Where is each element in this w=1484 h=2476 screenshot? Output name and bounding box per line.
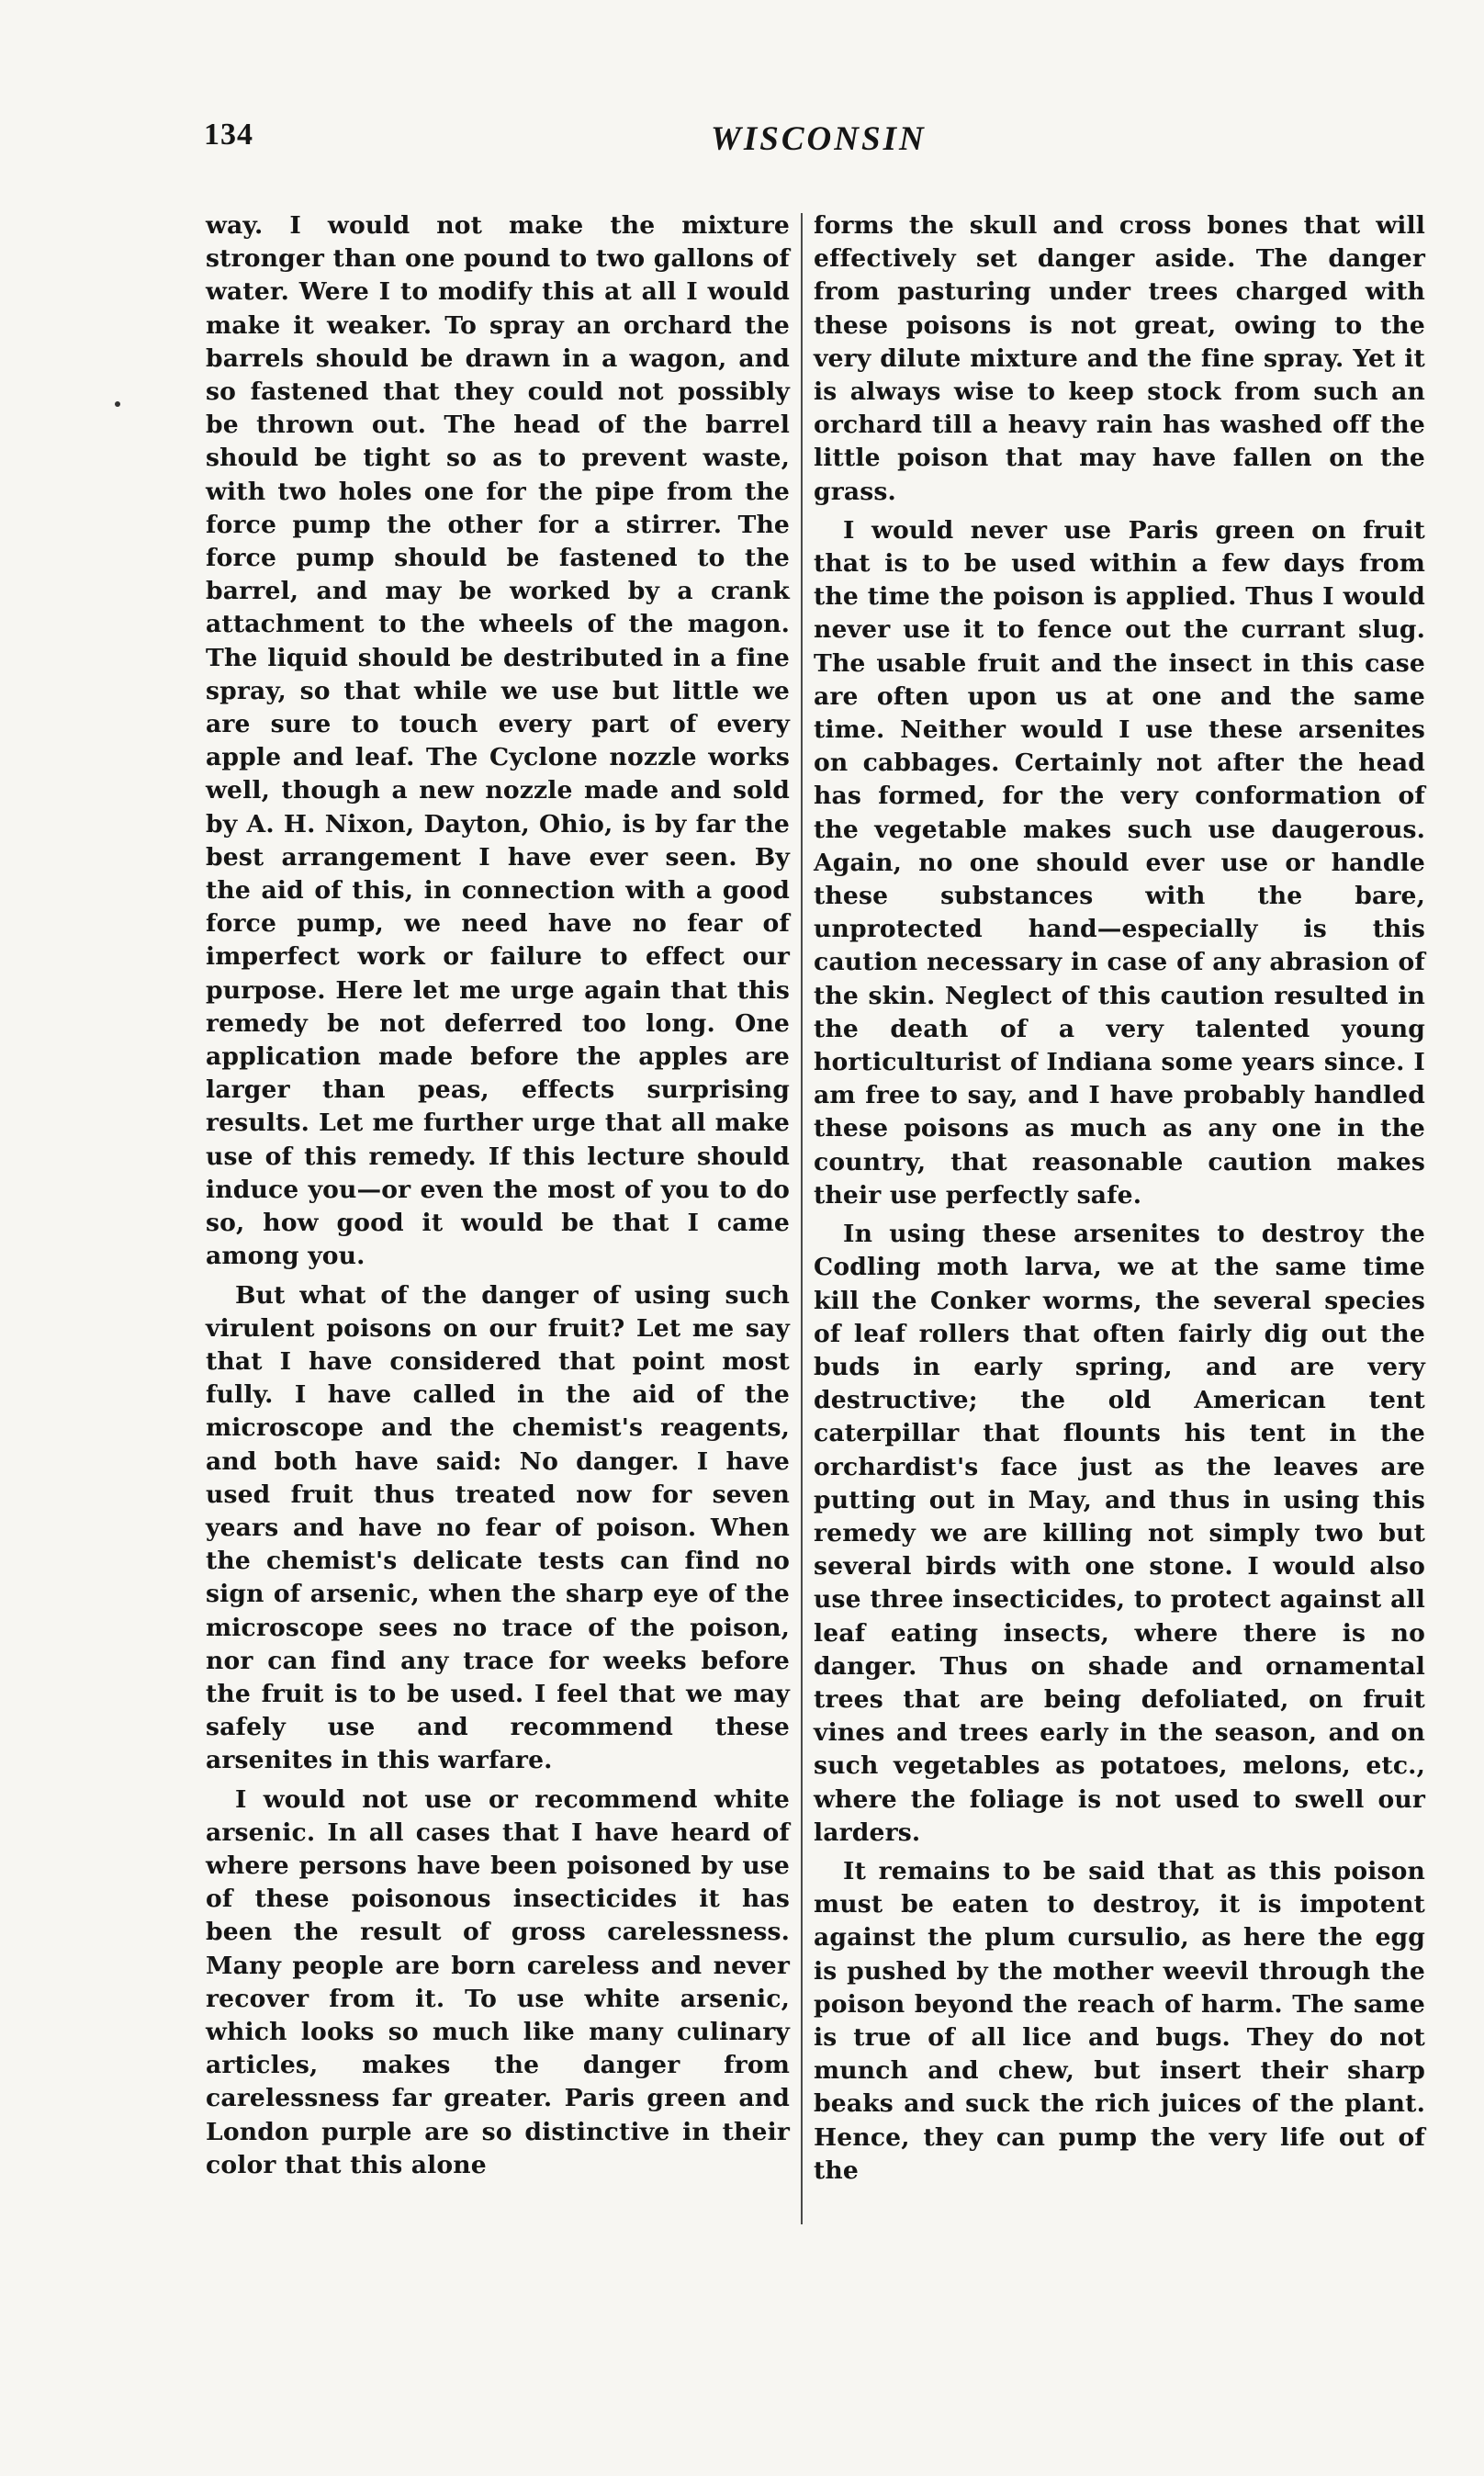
right-paragraph-4: It remains to be said that as this poison must be eaten to destroy, it is impotent against the plum cursulio, as here the egg is pushed by the mother weevil through the poison beyond the reach of harm. The same is true of all lice and bugs. They do not munch and chew, but insert their sharp beaks and suck the rich juices of the plant. Hence, they can pump the very life out of the [814,1856,1425,2185]
running-head: WISCONSIN [711,120,927,158]
right-paragraph-2: I would never use Paris green on fruit that is to be used within a few days from the time the poison is applied. Thus I would never use it to fence out the currant slug. The usable fruit and the insect in this case are often upon us at one and the same time. Neither would I use these arsenites on cabbages. Certainly not after the head has formed, for the very conformation of the vegetable makes such use daugerous. Again, no one should ever use or handle these substances with the bare, unprotected hand—especially is this caution necessary in case of any abrasion of the skin. Neglect of this caution resulted in the death of a very talented young horticulturist of Indiana some years since. I am free to say, and I have probably handled these poisons as much as any one in the country, that reasonable caution makes their use perfectly safe. [814,515,1425,1210]
margin-speck [115,401,120,407]
right-paragraph-1: forms the skull and cross bones that will effectively set danger aside. The danger from pasturing under trees charged with these poisons is not great, owing to the very dilute mixture and the fine spray. Yet it is always wise to keep stock from such an orchard till a heavy rain has washed off the little poison that may have fallen on the grass. [814,211,1425,506]
column-divider [801,213,803,2224]
right-paragraph-3: In using these arsenites to destroy the Codling moth larva, we at the same time kill the Conker worms, the several species of leaf rollers that often fairly dig out the buds in early spring, and are very destructive; the old American tent caterpillar that flounts his tent in the orchardist's face just as the leaves are putting out in May, and thus in using this remedy we are killing not simply two but several birds with one stone. I would also use three insecticides, to protect against all leaf eating insects, where there is no danger. Thus on shade and ornamental trees that are being defoliated, on fruit vines and trees early in the season, and on such vegetables as potatoes, melons, etc., where the foliage is not used to swell our larders. [814,1220,1425,1847]
page-number: 134 [204,118,253,152]
page-header [204,118,1484,163]
left-paragraph-2: But what of the danger of using such virulent poisons on our fruit? Let me say that I have considered that point most fully. I have called in the aid of the microscope and the chemist's reagents, and both have said: No danger. I have used fruit thus treated now for seven years and have no fear of poison. When the chemist's delicate tests can find no sign of arsenic, when the sharp eye of the microscope sees no trace of the poison, nor can find any trace for weeks before the fruit is to be used. I feel that we may safely use and recommend these arsenites in this warfare. [206,1280,790,1775]
left-column [206,209,790,2188]
left-paragraph-3: I would not use or recommend white arsenic. In all cases that I have heard of where persons have been poisoned by use of these poisonous insecticides it has been the result of gross carelessness. Many people are born careless and never recover from it. To use white arsenic, which looks so much like many culinary articles, makes the danger from carelessness far greater. Paris green and London purple are so distinctive in their color that this alone [206,1784,790,2179]
right-column [814,209,1425,2193]
left-paragraph-1: way. I would not make the mixture stronger than one pound to two gallons of water. Were I to modify this at all I would make it weaker. To spray an orchard the barrels should be drawn in a wagon, and so fastened that they could not possibly be thrown out. The head of the barrel should be tight so as to prevent waste, with two holes one for the pipe from the force pump the other for a stirrer. The force pump should be fastened to the barrel, and may be worked by a crank attachment to the wheels of the magon. The liquid should be destributed in a fine spray, so that while we use but little we are sure to touch every part of every apple and leaf. The Cyclone nozzle works well, though a new nozzle made and sold by A. H. Nixon, Dayton, Ohio, is by far the best arrangement I have ever seen. By the aid of this, in connection with a good force pump, we need have no fear of imperfect work or failure to effect our purpose. Here let me urge again that this remedy be not deferred too long. One application made before the apples are larger than peas, effects surprising results. Let me further urge that all make use of this remedy. If this lecture should induce you—or even the most of you to do so, how good it would be that I came among you. [206,211,790,1271]
